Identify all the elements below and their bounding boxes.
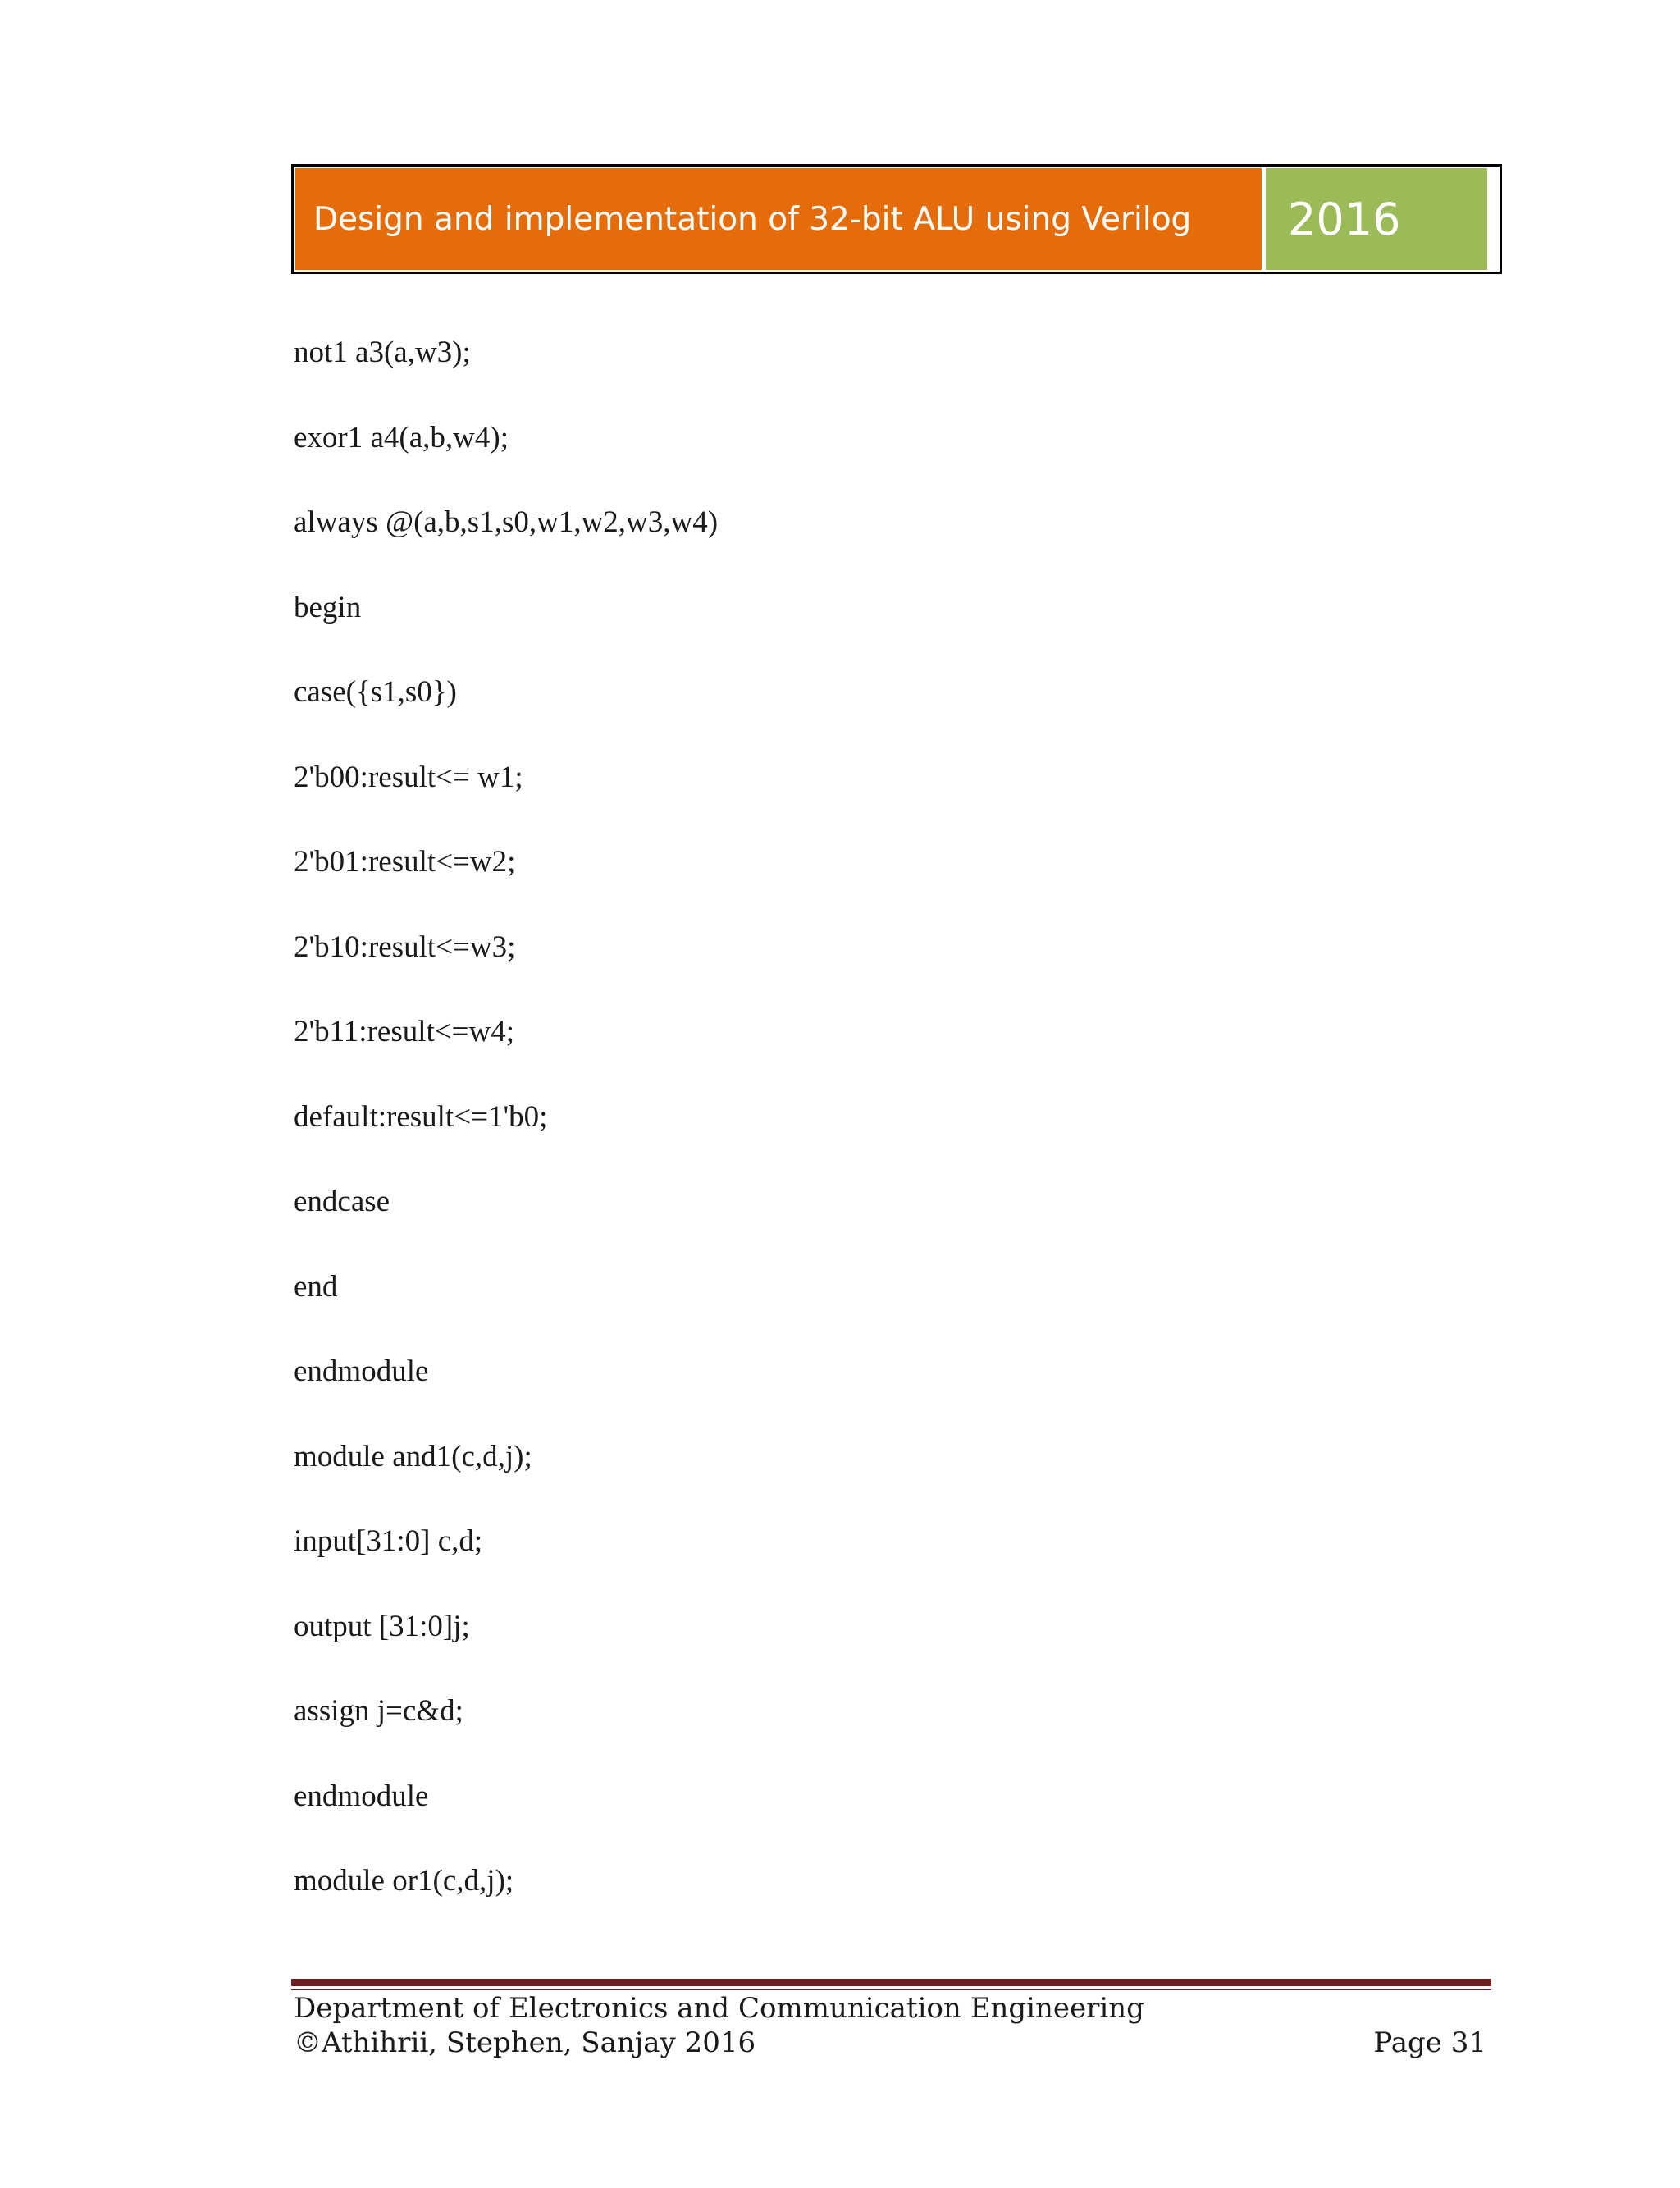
- code-line: exor1 a4(a,b,w4);: [294, 420, 509, 455]
- code-line: module and1(c,d,j);: [294, 1439, 532, 1473]
- footer-divider-thick: [291, 1979, 1491, 1986]
- code-line: 2'b11:result<=w4;: [294, 1015, 515, 1048]
- code-line: default:result<=1'b0;: [294, 1099, 548, 1134]
- code-line: begin: [294, 590, 362, 624]
- code-line: input[31:0] c,d;: [294, 1524, 483, 1558]
- footer-copyright: ©Athihrii, Stephen, Sanjay 2016: [294, 2026, 756, 2059]
- document-title: Design and implementation of 32-bit ALU using Verilog: [313, 200, 1192, 238]
- code-line: module or1(c,d,j);: [294, 1864, 514, 1898]
- code-line: output [31:0]j;: [294, 1609, 470, 1643]
- footer-divider-thin: [291, 1989, 1491, 1990]
- code-line: 2'b10:result<=w3;: [294, 930, 516, 964]
- header-title-cell: [295, 168, 1262, 270]
- document-year: 2016: [1288, 193, 1401, 245]
- code-line: case({s1,s0}): [294, 675, 457, 709]
- code-line: endcase: [294, 1185, 390, 1218]
- header-year-cell: [1266, 168, 1487, 270]
- code-line: 2'b01:result<=w2;: [294, 845, 516, 879]
- verilog-code-listing: [294, 328, 718, 1942]
- code-line: always @(a,b,s1,s0,w1,w2,w3,w4): [294, 505, 719, 539]
- code-line: endmodule: [294, 1354, 429, 1388]
- code-line: 2'b00:result<= w1;: [294, 760, 523, 794]
- code-line: not1 a3(a,w3);: [294, 336, 471, 369]
- code-line: end: [294, 1269, 338, 1304]
- page-number: Page 31: [1373, 2026, 1486, 2059]
- code-line: assign j=c&d;: [294, 1694, 463, 1728]
- footer-department: Department of Electronics and Communication Engineering: [294, 1992, 1144, 2025]
- code-line: endmodule: [294, 1779, 429, 1813]
- running-header: [291, 164, 1502, 274]
